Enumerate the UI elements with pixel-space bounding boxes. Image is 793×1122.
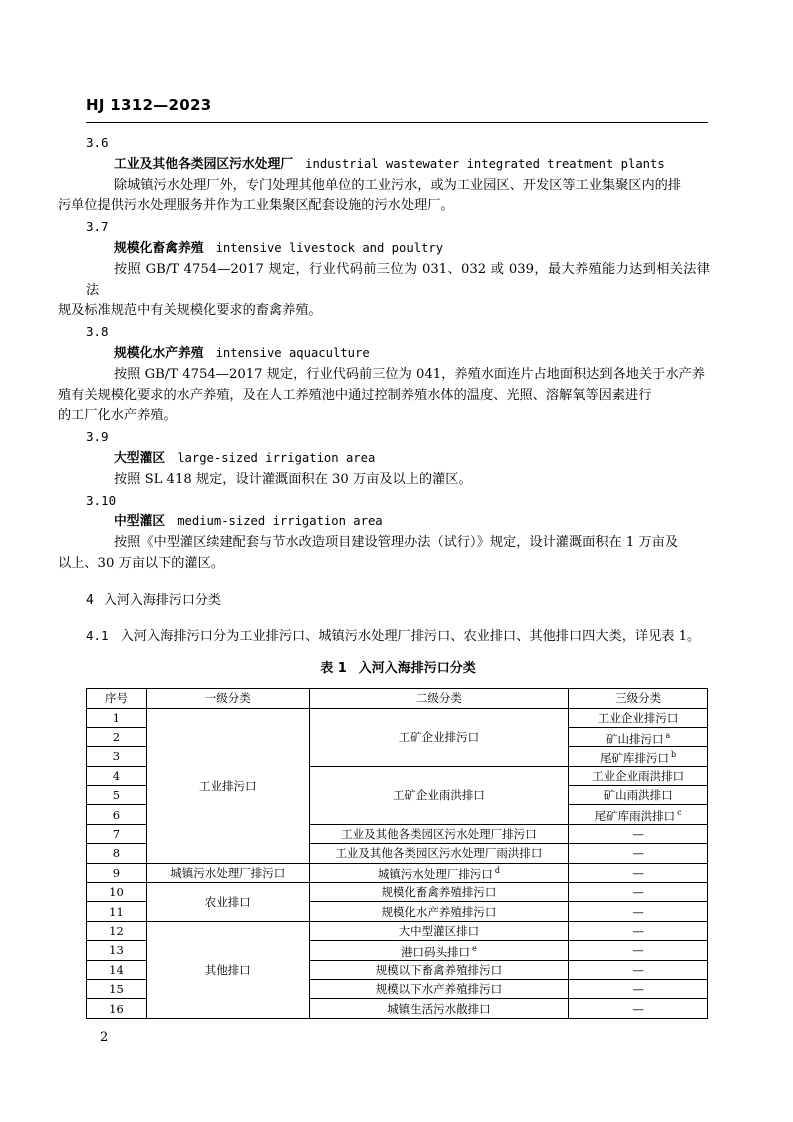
- cell-level3: —: [569, 824, 708, 843]
- cell-text: 尾矿库雨洪排口: [594, 809, 676, 824]
- term-english: intensive livestock and poultry: [215, 240, 444, 255]
- table-row: [87, 708, 708, 727]
- table-caption: [86, 659, 710, 680]
- footnote-mark: b: [671, 750, 677, 760]
- cell-seq: 15: [87, 979, 147, 998]
- definition-line: 的工厂化水产养殖。: [58, 408, 177, 424]
- cell-text: 尾矿库排污口: [600, 750, 670, 765]
- term-chinese: 规模化畜禽养殖: [114, 240, 204, 256]
- footnote-mark: e: [472, 943, 477, 953]
- cell-level1: 工业排污口: [146, 708, 309, 863]
- header-level2: 二级分类: [309, 689, 569, 708]
- cell-level3: 工业企业排污口: [569, 708, 708, 727]
- term-title: [86, 343, 710, 365]
- cell-seq: 7: [87, 824, 147, 843]
- cell-text: 城镇污水处理厂排污口: [377, 867, 493, 882]
- term-number: 3.7: [86, 219, 109, 235]
- cell-seq: 2: [87, 727, 147, 746]
- cell-level3: —: [569, 960, 708, 979]
- section-number: 4: [86, 592, 94, 608]
- cell-seq: 12: [87, 921, 147, 940]
- term-chinese: 工业及其他各类园区污水处理厂: [114, 156, 294, 172]
- definition-line: 污单位提供污水处理服务并作为工业集聚区配套设施的污水处理厂。: [58, 198, 454, 214]
- cell-level2: 工矿企业排污口: [309, 708, 569, 766]
- cell-level2: 规模以下水产养殖排污口: [309, 979, 569, 998]
- term-number: 3.6: [86, 135, 109, 150]
- cell-level2: 工业及其他各类园区污水处理厂雨洪排口: [309, 844, 569, 863]
- cell-level2: 工业及其他各类园区污水处理厂排污口: [309, 824, 569, 843]
- cell-seq: 10: [87, 883, 147, 902]
- cell-level3: —: [569, 863, 708, 882]
- cell-level1: 农业排口: [146, 883, 309, 922]
- term-english: industrial wastewater integrated treatment plants: [305, 156, 665, 171]
- classification-table: [86, 688, 708, 1019]
- cell-level2: 大中型灌区排口: [309, 921, 569, 940]
- term-3-8: [58, 322, 710, 427]
- term-3-9: [86, 427, 710, 490]
- footnote-mark: d: [494, 866, 500, 876]
- clause-4-1: [86, 626, 710, 648]
- cell-level2: [309, 941, 569, 960]
- cell-text: 港口码头排口: [401, 944, 471, 959]
- cell-seq: 6: [87, 805, 147, 824]
- term-3-10: [58, 491, 710, 575]
- term-english: large-sized irrigation area: [177, 450, 376, 465]
- footnote-mark: a: [665, 730, 671, 740]
- cell-level3: —: [569, 999, 708, 1018]
- cell-level2: 城镇生活污水散排口: [309, 999, 569, 1018]
- definition-line: 殖有关规模化要求的水产养殖，及在人工养殖池中通过控制养殖水体的温度、光照、溶解氧等因素进行: [58, 387, 652, 403]
- term-number: 3.8: [86, 324, 109, 340]
- cell-level2: 规模化畜禽养殖排污口: [309, 883, 569, 902]
- section-heading: [86, 591, 710, 612]
- cell-seq: 1: [87, 708, 147, 727]
- cell-level3: —: [569, 979, 708, 998]
- definition-line: 按照《中型灌区续建配套与节水改造项目建设管理办法（试行）》规定，设计灌溉面积在 1 万亩及: [114, 535, 679, 551]
- cell-level3: —: [569, 941, 708, 960]
- header-rule: [86, 122, 708, 123]
- definition-line: 以上、30 万亩以下的灌区。: [58, 555, 225, 571]
- cell-level2: 规模以下畜禽养殖排污口: [309, 960, 569, 979]
- term-chinese: 规模化水产养殖: [114, 345, 204, 361]
- cell-level3: —: [569, 902, 708, 921]
- cell-seq: 16: [87, 999, 147, 1018]
- table-row: [87, 883, 708, 902]
- term-chinese: 大型灌区: [114, 450, 166, 466]
- definition-line: 按照 SL 418 规定，设计灌溉面积在 30 万亩及以上的灌区。: [114, 471, 472, 487]
- table-title: 入河入海排污口分类: [358, 661, 476, 677]
- term-definition: [86, 470, 710, 491]
- definition-line: 除城镇污水处理厂外，专门处理其他单位的工业污水，或为工业园区、开发区等工业集聚区内的排: [114, 177, 682, 193]
- cell-seq: 14: [87, 960, 147, 979]
- cell-seq: 5: [87, 786, 147, 805]
- cell-level1: 其他排口: [146, 921, 309, 1018]
- document-id: HJ 1312—2023: [86, 96, 212, 114]
- table-number: 表 1: [320, 661, 347, 677]
- cell-level3: [569, 747, 708, 766]
- term-title: [86, 238, 710, 260]
- term-number: 3.9: [86, 429, 109, 445]
- definition-line: 按照 GB/T 4754—2017 规定，行业代码前三位为 041，养殖水面连片占地面积达到各地关于水产养: [114, 366, 705, 382]
- table-header-row: [87, 689, 708, 708]
- table-row: [87, 863, 708, 882]
- definition-line: 按照 GB/T 4754—2017 规定，行业代码前三位为 031、032 或 039，最大养殖能力达到相关法律法: [86, 261, 710, 298]
- cell-level1: 城镇污水处理厂排污口: [146, 863, 309, 882]
- header-seq: 序号: [87, 689, 147, 708]
- cell-seq: 11: [87, 902, 147, 921]
- term-title: [86, 154, 710, 176]
- term-definition: [58, 365, 710, 427]
- term-definition: [58, 176, 710, 218]
- cell-seq: 3: [87, 747, 147, 766]
- cell-level3: [569, 727, 708, 746]
- definition-line: 规及标准规范中有关规模化要求的畜禽养殖。: [58, 303, 322, 319]
- cell-level3: 工业企业雨洪排口: [569, 766, 708, 785]
- page-number: 2: [100, 1030, 109, 1045]
- cell-level3: 矿山雨洪排口: [569, 786, 708, 805]
- cell-level3: —: [569, 883, 708, 902]
- cell-level3: —: [569, 921, 708, 940]
- cell-seq: 8: [87, 844, 147, 863]
- cell-level2: 工矿企业雨洪排口: [309, 766, 569, 824]
- table-row: [87, 921, 708, 940]
- cell-seq: 4: [87, 766, 147, 785]
- cell-text: 矿山排污口: [605, 731, 664, 746]
- term-english: medium-sized irrigation area: [177, 514, 383, 529]
- cell-level3: [569, 805, 708, 824]
- term-english: intensive aquaculture: [215, 345, 370, 360]
- term-3-7: [58, 217, 710, 322]
- cell-seq: 9: [87, 863, 147, 882]
- term-title: [86, 448, 710, 470]
- term-chinese: 中型灌区: [114, 514, 166, 530]
- term-title: [86, 511, 710, 533]
- term-definition: [58, 260, 710, 322]
- section-title: 入河入海排污口分类: [103, 592, 221, 608]
- term-definition: [58, 533, 710, 575]
- page-body: [58, 133, 710, 1019]
- term-number: 3.10: [86, 492, 117, 508]
- footnote-mark: c: [677, 808, 682, 818]
- cell-level3: —: [569, 844, 708, 863]
- cell-seq: 13: [87, 941, 147, 960]
- term-3-6: [58, 133, 710, 217]
- header-level1: 一级分类: [146, 689, 309, 708]
- clause-number: 4.1: [86, 627, 109, 643]
- header-level3: 三级分类: [569, 689, 708, 708]
- cell-level2: [309, 863, 569, 882]
- cell-level2: 规模化水产养殖排污口: [309, 902, 569, 921]
- clause-text: 入河入海排污口分为工业排污口、城镇污水处理厂排污口、农业排口、其他排口四大类，详见表 1。: [120, 628, 701, 644]
